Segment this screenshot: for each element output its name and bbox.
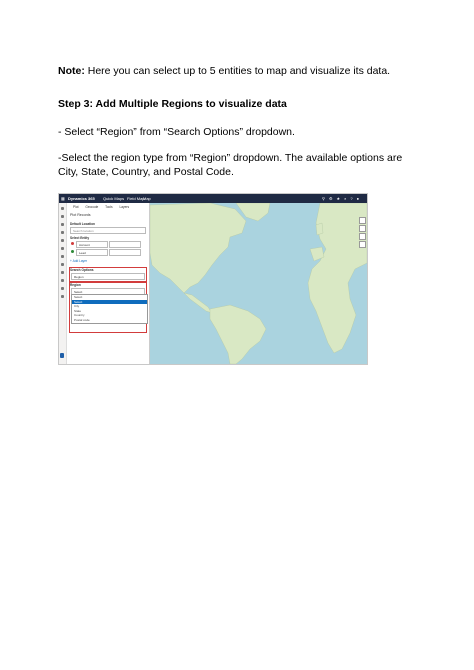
locate-icon[interactable] <box>359 241 366 248</box>
breadcrumb-2: Map <box>143 196 151 201</box>
tab-geocode[interactable]: Geocode <box>85 205 99 209</box>
instruction-2: -Select the region type from “Region” dropdown. The available options are City, State, Country, and Postal Code. <box>58 152 403 178</box>
app-name: Dynamics 365 <box>68 196 95 201</box>
module-name: Quick Maps <box>103 196 125 201</box>
north-america-shape <box>150 203 246 293</box>
add-layer-link[interactable]: + Add Layer <box>70 259 88 263</box>
view-select-2[interactable] <box>109 249 141 256</box>
panel-title: Plot Records <box>70 213 91 217</box>
tab-layers[interactable]: Layers <box>119 205 130 209</box>
zoom-out-icon[interactable] <box>359 225 366 232</box>
map-controls <box>359 217 364 249</box>
region-option-selected[interactable]: Select <box>72 300 147 305</box>
tab-plot[interactable]: Plot <box>73 205 79 209</box>
note-text: Here you can select up to 5 entities to map and visualize its data. <box>84 65 391 77</box>
note-label: Note: <box>58 65 85 77</box>
uk-shape <box>316 223 323 235</box>
step3-heading: Step 3: Add Multiple Regions to visualize data <box>58 98 287 110</box>
location-input[interactable]: Search location <box>70 227 146 234</box>
entity-select-1[interactable]: Account <box>76 241 108 248</box>
search-options-select[interactable]: Region <box>71 273 145 280</box>
central-america-shape <box>184 293 212 313</box>
waffle-icon: ▦ <box>61 196 65 201</box>
note-paragraph <box>58 64 390 78</box>
layers-icon[interactable] <box>359 233 366 240</box>
map-land-svg <box>150 203 367 364</box>
dynamics-map-screenshot <box>58 193 368 365</box>
breadcrumb-1: Field Map <box>127 196 145 201</box>
zoom-in-icon[interactable] <box>359 217 366 224</box>
region-dropdown-list <box>71 294 148 324</box>
default-location-label: Default Location <box>70 222 95 226</box>
region-select[interactable]: Select <box>71 288 145 295</box>
region-option[interactable]: Select <box>74 295 83 299</box>
region-option[interactable]: Country <box>74 313 85 318</box>
search-options-label: Search Options <box>70 268 94 272</box>
pin-green-icon <box>71 250 74 253</box>
left-rail <box>59 203 67 364</box>
region-option[interactable]: State <box>74 308 82 313</box>
region-option[interactable]: Postal code <box>74 317 90 322</box>
instruction-1: - Select “Region” from “Search Options” dropdown. <box>58 126 295 138</box>
region-label: Region <box>70 283 81 287</box>
south-america-shape <box>210 305 266 364</box>
entity-label: Select Entity <box>70 236 90 240</box>
tab-tools[interactable]: Tools <box>105 205 113 209</box>
panel-tabs <box>73 205 129 209</box>
plot-panel <box>67 203 150 364</box>
map-view[interactable] <box>150 203 367 364</box>
topbar-icons: ⚲⚙★⌕?● <box>322 196 363 201</box>
pin-red-icon <box>71 242 74 245</box>
region-option[interactable]: City <box>74 304 80 309</box>
entity-select-2[interactable]: Lead <box>76 249 108 256</box>
view-select-1[interactable] <box>109 241 141 248</box>
screenshot-topbar <box>59 194 367 203</box>
